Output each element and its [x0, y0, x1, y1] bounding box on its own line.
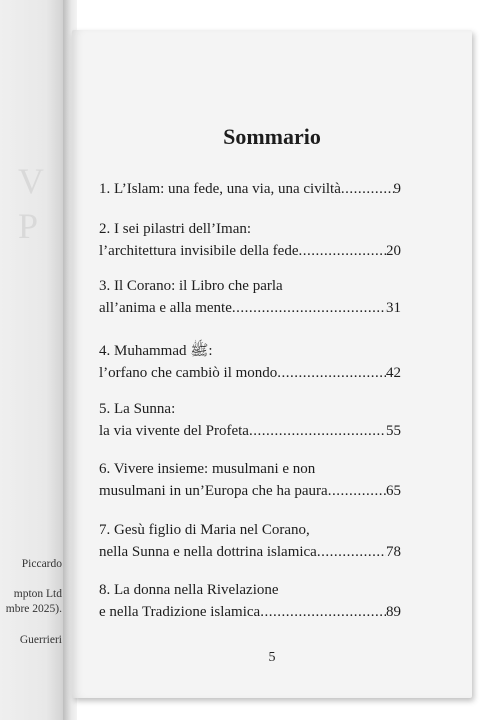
toc-entry: [99, 458, 401, 502]
toc-entry-subtitle: musulmani in un’Europa che ha paura: [99, 483, 328, 499]
toc-entry: [99, 275, 401, 319]
toc-page-number: 55: [386, 423, 401, 439]
toc-entry-subtitle: l’architettura invisibile della fede: [99, 243, 299, 259]
toc-entry: [99, 340, 401, 384]
toc-entry-title: 7. Gesù figlio di Maria nel Corano,: [99, 522, 310, 538]
toc-entry-title: 8. La donna nella Rivelazione: [99, 582, 279, 598]
dot-leader: [249, 420, 386, 442]
toc-page-number: 9: [393, 181, 401, 197]
toc-entry-line: [99, 297, 401, 319]
dot-leader: [341, 178, 394, 200]
dot-leader: [277, 362, 386, 384]
toc-entry-subtitle: e nella Tradizione islamica: [99, 604, 261, 620]
toc-entry-title: 6. Vivere insieme: musulmani e non: [99, 461, 316, 477]
page-number: 5: [268, 650, 276, 665]
dot-leader: [260, 601, 386, 623]
previous-page: [0, 0, 66, 720]
toc-entry: [99, 398, 401, 442]
dot-leader: [232, 297, 386, 319]
toc-page-number: 78: [386, 544, 401, 560]
page-title: Sommario: [223, 124, 321, 149]
toc-entry-title: 1. L’Islam: una fede, una via, una civiltà: [99, 181, 341, 197]
toc-entry-subtitle: all’anima e alla mente: [99, 300, 232, 316]
left-page-snippet: Guerrieri: [19, 634, 62, 646]
toc-entry-line: [99, 601, 401, 623]
toc-entry-subtitle: nella Sunna e nella dottrina islamica: [99, 544, 317, 560]
toc-entry-title: 3. Il Corano: il Libro che parla: [99, 278, 283, 294]
toc-page-number: 31: [386, 300, 401, 316]
toc-entry-line: [99, 240, 401, 262]
dot-leader: [317, 541, 386, 563]
faded-letter-v: V: [18, 161, 44, 201]
dot-leader: [299, 240, 387, 262]
toc-page-number: 20: [386, 243, 401, 259]
toc-entry: [99, 579, 401, 623]
faded-letter-p: P: [18, 206, 39, 246]
toc-entry-title: 2. I sei pilastri dell’Iman:: [99, 221, 252, 237]
left-page-snippet: Piccardo: [21, 558, 62, 570]
toc-entry-title: 5. La Sunna:: [99, 401, 176, 417]
toc-entry-line: [99, 541, 401, 563]
toc-page-number: 89: [386, 604, 401, 620]
toc-page-number: 65: [386, 483, 401, 499]
toc-entry-line: [99, 420, 401, 442]
toc-entry-subtitle: la via vivente del Profeta: [99, 423, 249, 439]
toc-entry: [99, 178, 401, 200]
contents-page: [72, 30, 472, 698]
left-page-snippet: mpton Ltd: [13, 588, 62, 600]
toc-entry-title: 4. Muhammad ﷺ:: [99, 343, 213, 359]
toc-entry-line: [99, 480, 401, 502]
toc-entry-subtitle: l’orfano che cambiò il mondo: [99, 365, 278, 381]
toc-page-number: 42: [386, 365, 401, 381]
toc-entry: [99, 519, 401, 563]
dot-leader: [328, 480, 386, 502]
left-page-snippet: mbre 2025).: [5, 603, 62, 615]
toc-entry-line: [99, 178, 401, 200]
toc-entry: [99, 218, 401, 262]
toc-entry-line: [99, 362, 401, 384]
